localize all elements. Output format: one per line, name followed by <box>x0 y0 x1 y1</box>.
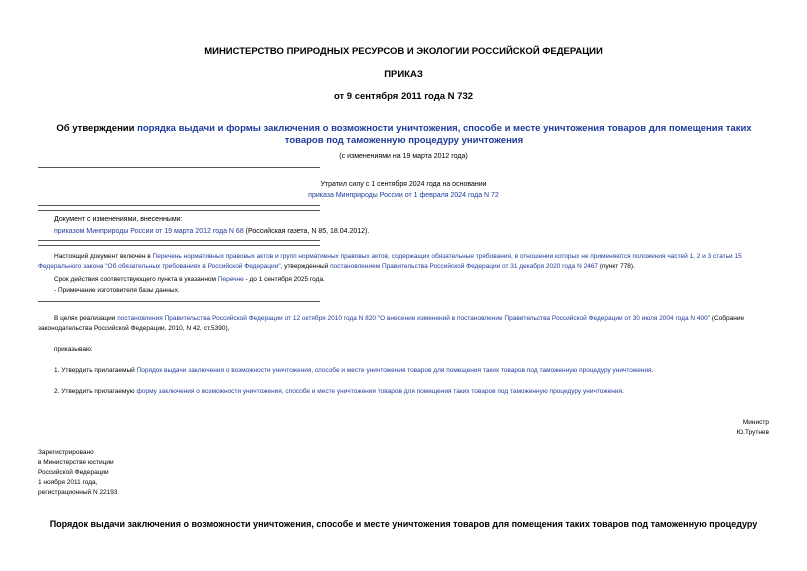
changes-suffix: (Российская газета, N 85, 18.04.2012). <box>243 228 370 235</box>
preamble-text-a: В целях реализации <box>54 315 118 322</box>
preamble-paragraph <box>38 314 770 334</box>
notice-term-b: - до 1 сентября 2025 года. <box>243 276 325 283</box>
document-title <box>48 123 760 147</box>
item-2-form-link[interactable]: форму заключения о возможности уничтожения, способе и месте уничтожения товаров для помещения таких товаров под таможенную процедуру уничтожения <box>136 388 622 395</box>
notice-paragraph <box>38 252 770 272</box>
registration-line-4: 1 ноября 2011 года, <box>38 479 98 486</box>
title-prefix: Об утверждении <box>56 123 138 134</box>
notice-term <box>54 275 325 285</box>
divider <box>38 240 320 241</box>
preamble-decree-link[interactable]: постановления Правительства Российской Федерации от 12 октября 2010 года N 820 "О внесении изменений в постановление Правительства Российской Федерации от 30 июля 2004 года N 400" <box>117 315 711 322</box>
divider <box>38 205 320 206</box>
divider <box>38 301 320 302</box>
divider <box>38 245 320 246</box>
document-date-number: от 9 сентября 2011 года N 732 <box>333 91 474 102</box>
preamble-text-b: (Собрание законодательства Российской Федерации, 2010, N 42, ст.5390), <box>38 315 745 332</box>
notice-list-short-link[interactable]: Перечне <box>217 276 244 283</box>
divider <box>38 167 320 168</box>
expired-order-link[interactable]: приказа Минприроды России от 1 февраля 2024 года N 72 <box>308 192 499 199</box>
notice-text-b: , утвержденный <box>280 263 331 270</box>
signature-position: Министр <box>742 419 769 426</box>
notice-db-note: - Примечание изготовителя базы данных. <box>54 287 180 294</box>
item-1-text-b: . <box>651 367 654 374</box>
notice-term-a: Срок действия соответствующего пункта в указанном <box>54 276 218 283</box>
notice-text-a: Настоящий документ включен в <box>54 253 153 260</box>
notice-text-c: (пункт 778). <box>598 263 635 270</box>
title-link[interactable]: порядка выдачи и формы заключения о возможности уничтожения, способе и месте уничтожения товаров для помещения таких товаров под таможенную процедуру уничтожения <box>137 123 752 146</box>
amendments-note: (с изменениями на 19 марта 2012 года) <box>339 153 468 160</box>
document-type: ПРИКАЗ <box>384 69 423 80</box>
registration-line-1: Зарегистрировано <box>38 449 94 456</box>
item-2-text-a: 2. Утвердить прилагаемую <box>54 388 137 395</box>
registration-line-3: Российской Федерации <box>38 469 109 476</box>
order-word: приказываю: <box>54 346 93 353</box>
notice-list-link[interactable]: Перечень нормативных правовых актов и групп нормативных правовых актов, содержащих обязательные требования, в отношении которых не применяются положения частей 1, 2 и 3 статьи 15 Федерального закона "Об обязательных требованиях в Российской Федерации" <box>38 253 742 270</box>
registration-block <box>38 448 118 498</box>
registration-line-5: регистрационный N 22193 <box>38 489 118 496</box>
procedure-heading: Порядок выдачи заключения о возможности уничтожения, способе и месте уничтожения товаров для помещения таких товаров под таможенную процедуру <box>49 519 758 529</box>
item-1-text-a: 1. Утвердить прилагаемый <box>54 367 137 374</box>
signature-name: Ю.Трутнев <box>736 429 769 436</box>
registration-line-2: в Министерстве юстиции <box>38 459 114 466</box>
expired-link-line <box>0 191 807 201</box>
item-2-text-b: . <box>622 388 624 395</box>
ministry-heading: МИНИСТЕРСТВО ПРИРОДНЫХ РЕСУРСОВ И ЭКОЛОГИИ РОССИЙСКОЙ ФЕДЕРАЦИИ <box>204 46 603 57</box>
changes-line <box>54 226 369 237</box>
changes-order-link[interactable]: приказом Минприроды России от 19 марта 2012 года N 68 <box>54 228 244 235</box>
expired-line: Утратил силу с 1 сентября 2024 года на основании <box>320 181 487 188</box>
item-2 <box>54 387 624 397</box>
item-1-procedure-link[interactable]: Порядок выдачи заключения о возможности уничтожения, способе и месте уничтожения товаров для помещения таких товаров под таможенную процедуру уничтожения <box>136 367 652 374</box>
notice-decree-link[interactable]: постановлением Правительства Российской Федерации от 31 декабря 2020 года N 2467 <box>330 263 599 270</box>
divider <box>38 210 320 211</box>
changes-label: Документ с изменениями, внесенными: <box>54 216 183 223</box>
item-1 <box>54 366 653 376</box>
